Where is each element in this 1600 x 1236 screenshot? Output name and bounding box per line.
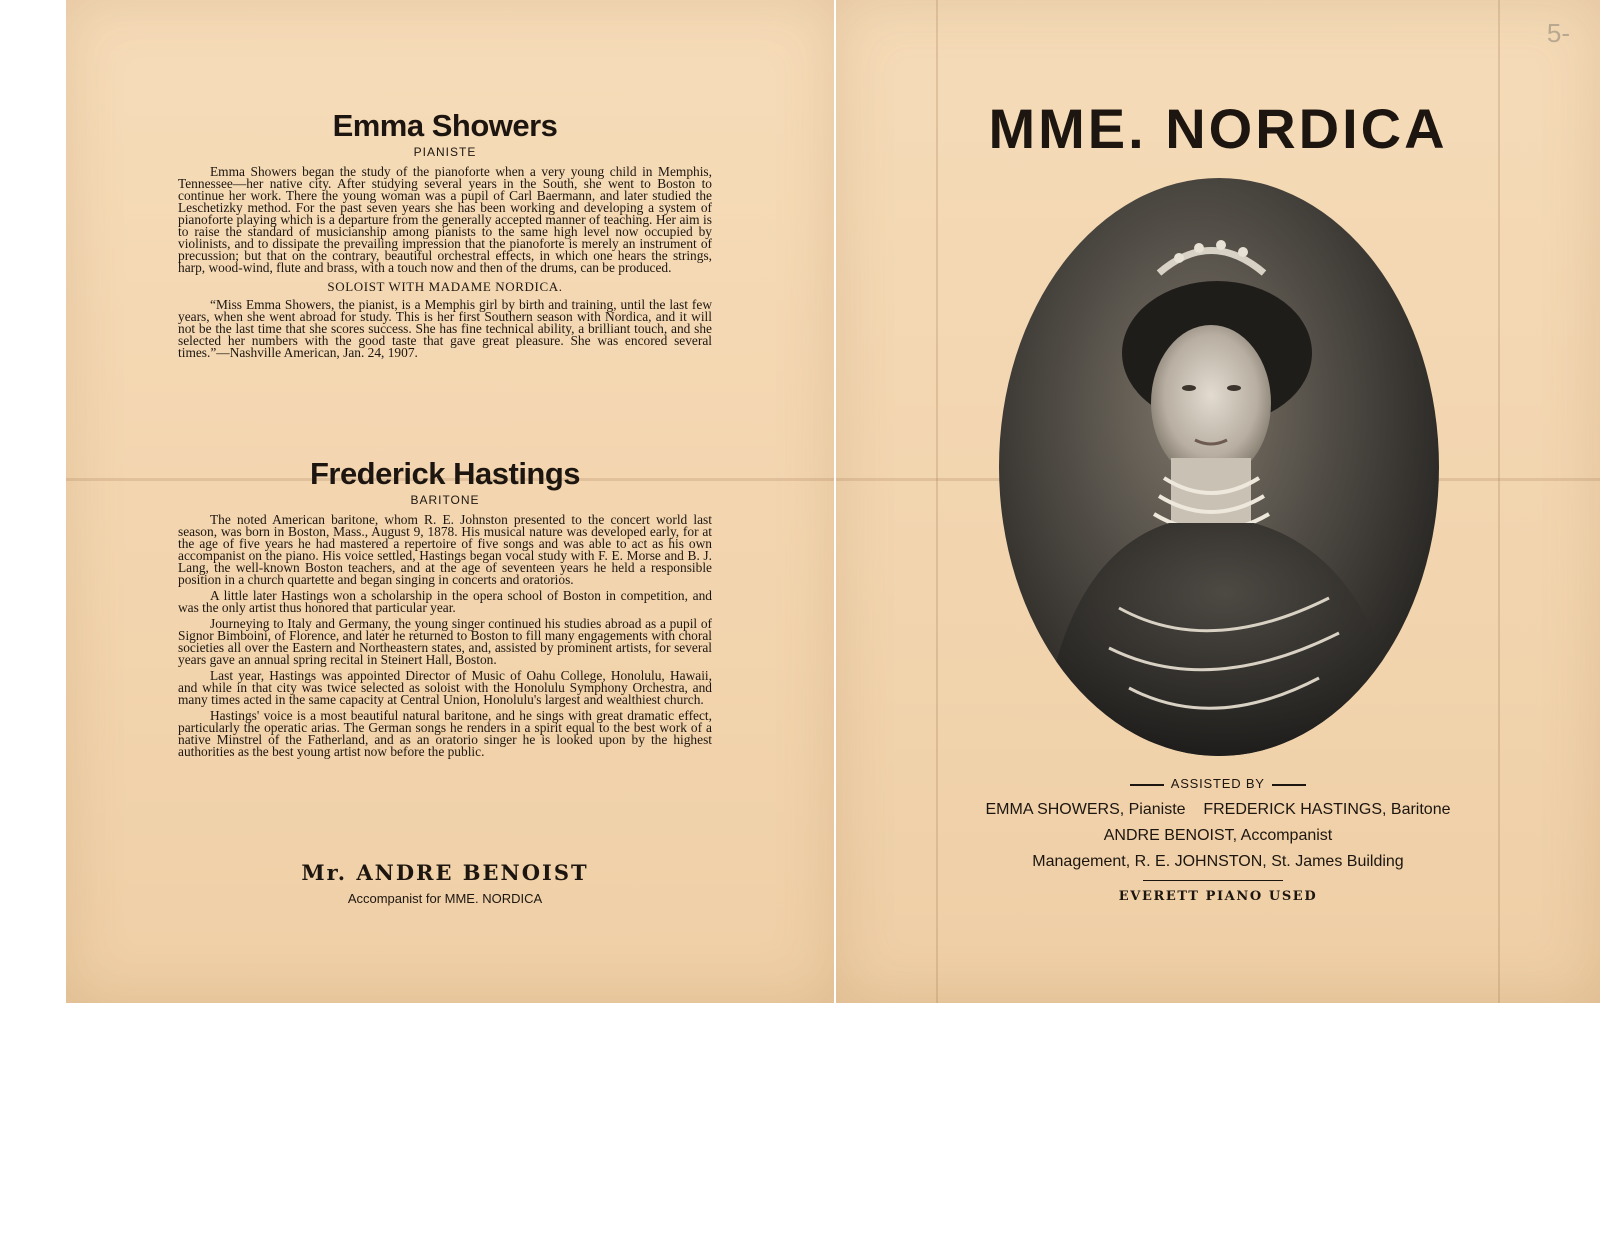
showers-subhead: SOLOIST WITH MADAME NORDICA.	[327, 279, 563, 294]
hastings-paragraph: A little later Hastings won a scholarship in the opera school of Boston in competition, and was the only artist thus honored that particular year.	[178, 588, 712, 615]
artists-line: EMMA SHOWERS, Pianiste FREDERICK HASTINGS, Baritone	[985, 801, 1451, 818]
benoist-role: Accompanist for MME. NORDICA	[347, 891, 543, 906]
divider-rule	[1143, 880, 1283, 881]
hastings-paragraph: Last year, Hastings was appointed Director of Music of Oahu College, Honolulu, Hawaii, and while in that city was twice selected as soloist with the Honolulu Symphony Orchestra, and many times acted in the same capacity at Central Union, Honolulu's largest and wealthiest church.	[178, 668, 712, 707]
divider-rule	[1272, 784, 1306, 786]
benoist-name: Mr. ANDRE BENOIST	[301, 860, 589, 885]
showers-bio: Emma Showers began the study of the pianoforte when a very young child in Memphis, Tennessee—her native city. After studying several years in the South, she went to Boston to continue her work. There the young woman was a pupil of Carl Baermann, and later studied the Leschetizky method. For the past seven years she has been working and developing a system of pianoforte playing which is a departure from the generally accepted manner of teaching. Her aim is to raise the standard of musicianship among pianists to the same high level now occupied by violinists, and to dissipate the prevailing impression that the pianoforte is merely an instrument of precussion; but that on the contrary, beautiful orchestral effects, in which one hears the strings, harp, wood-wind, flute and brass, with a touch now and then of the drums, can be produced.	[178, 164, 712, 275]
accompanist-line: ANDRE BENOIST, Accompanist	[1103, 827, 1333, 844]
assisted-by-label: ASSISTED BY	[1170, 776, 1265, 791]
showers-section	[178, 108, 712, 363]
hastings-role: BARITONE	[410, 493, 480, 507]
benoist-section	[178, 860, 712, 906]
hastings-paragraph: Journeying to Italy and Germany, the young singer continued his studies abroad as a pupil of Signor Bimboini, of Florence, and later he returned to Boston to fill many engagements with choral societies all over the Eastern and Northeastern states, and, assisted by prominent artists, for several years gave an annual spring recital in Steinert Hall, Boston.	[178, 616, 712, 667]
management-line: Management, R. E. JOHNSTON, St. James Building	[1032, 853, 1404, 870]
cover-title: MME. NORDICA	[988, 97, 1448, 160]
hastings-section	[178, 456, 712, 762]
portrait-photo	[999, 178, 1439, 756]
hastings-paragraph: The noted American baritone, whom R. E. Johnston presented to the concert world last season, was born in Boston, Mass., August 9, 1878. His musical nature was developed early, for at the age of five years he had mastered a repertoire of five songs and was able to act as his own accompanist on the piano. His voice settled, Hastings began vocal study with F. E. Morse and B. J. Lang, the well-known Boston teachers, and at the age of seventeen years he held a responsible position in a church quartette and began singing in concerts and oratorios.	[178, 512, 712, 587]
showers-role: PIANISTE	[413, 145, 477, 159]
divider-rule	[1130, 784, 1164, 786]
hastings-name: Frederick Hastings	[309, 456, 581, 491]
showers-quote: “Miss Emma Showers, the pianist, is a Memphis girl by birth and training, until the last few years, when she went abroad for study. This is her first Southern season with Nordica, and it will not be the last time that she scores success. She has fine technical ability, a brilliant touch, and she selected her numbers with the good taste that gave great pleasure. She was encored several times.”—Nashville American, Jan. 24, 1907.	[178, 297, 712, 360]
piano-credit: EVERETT PIANO USED	[1118, 889, 1318, 904]
assisted-by-line	[836, 776, 1600, 791]
portrait-figure-icon	[999, 178, 1439, 756]
showers-name: Emma Showers	[332, 108, 558, 143]
page-number-mark: 5-	[1546, 18, 1570, 48]
hastings-paragraph: Hastings' voice is a most beautiful natural baritone, and he sings with great dramatic effect, particularly the operatic arias. The German songs he renders in a spirit equal to the best work of a native Minstrel of the Fatherland, and as an oratorio singer he is looked upon by the highest authorities as the best young artist now before the public.	[178, 708, 712, 759]
